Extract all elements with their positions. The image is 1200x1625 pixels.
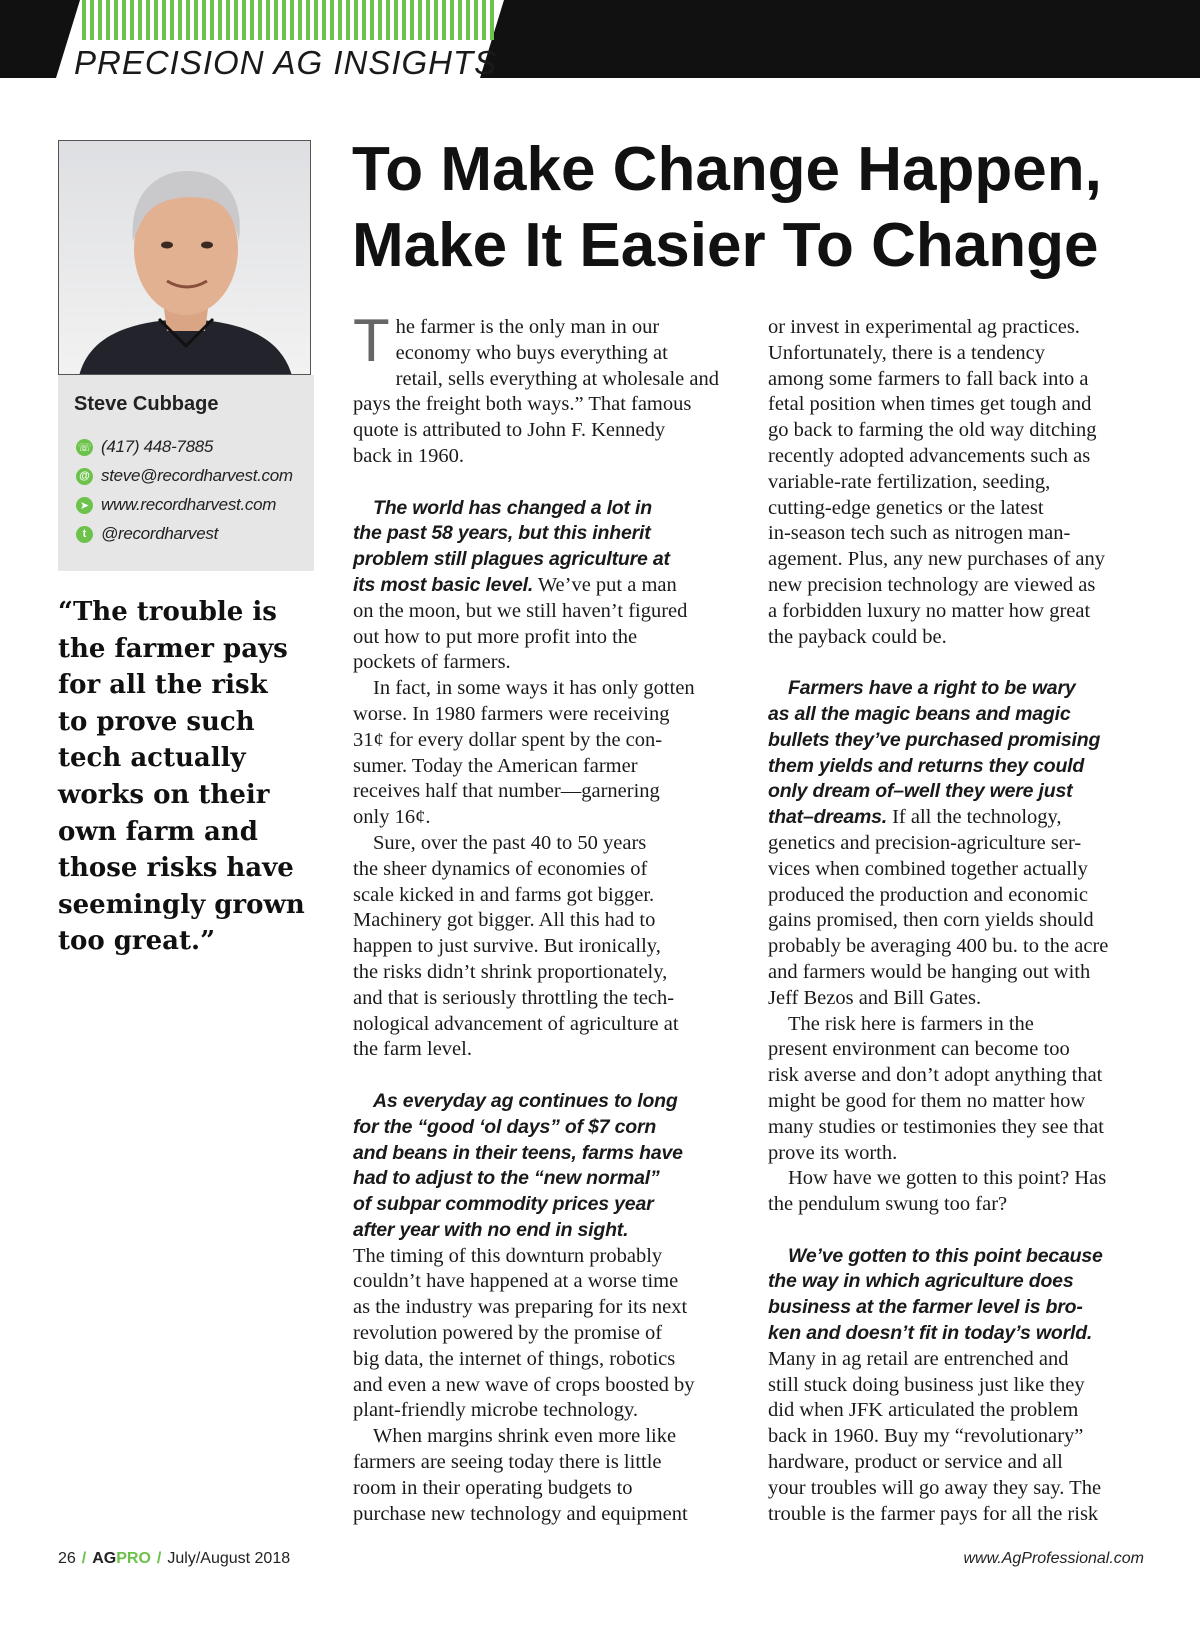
body-line: [768, 1450, 1146, 1476]
footer-separator: /: [81, 1550, 87, 1567]
contact-email-row[interactable]: [76, 466, 293, 486]
body-line: [353, 1089, 731, 1115]
body-text: Jeff Bezos and Bill Gates.: [768, 986, 982, 1009]
body-text: out how to put more profit into the: [353, 625, 638, 648]
author-phone: (417) 448-7885: [101, 437, 214, 456]
pull-quote-line: “The trouble is: [58, 597, 277, 627]
body-text: In fact, in some ways it has only gotten: [373, 677, 695, 700]
body-line: [768, 883, 1146, 909]
body-line: [353, 367, 731, 393]
paragraph-gap: [353, 1063, 731, 1089]
body-text: hardware, product or service and all: [768, 1451, 1063, 1474]
body-text: genetics and precision-agriculture ser-: [768, 831, 1082, 854]
body-line: [768, 676, 1146, 702]
pull-quote: [58, 594, 308, 960]
body-line: [353, 1115, 731, 1141]
lede-text: the past 58 years, but this inherit: [353, 522, 651, 545]
body-line: [768, 805, 1146, 831]
body-line: [353, 547, 731, 573]
body-text: probably be averaging 400 bu. to the acre: [768, 935, 1109, 958]
body-text: did when JFK articulated the problem: [768, 1399, 1079, 1422]
body-line: [353, 392, 731, 418]
body-text: the payback could be.: [768, 625, 947, 648]
body-line: [768, 496, 1146, 522]
article-column-2: [768, 315, 1146, 1527]
body-line: [768, 1166, 1146, 1192]
body-line: [353, 1502, 731, 1528]
body-line: [353, 1218, 731, 1244]
body-text: as the industry was preparing for its next: [353, 1296, 688, 1319]
contact-website-row[interactable]: [76, 495, 276, 515]
body-line: [353, 521, 731, 547]
body-text: prove its worth.: [768, 1141, 898, 1164]
body-line: [353, 1141, 731, 1167]
body-line: [768, 779, 1146, 805]
body-line: [353, 857, 731, 883]
body-text: the risks didn’t shrink proportionately,: [353, 960, 668, 983]
lede-text: business at the farmer level is bro-: [768, 1296, 1083, 1319]
body-text: nological advancement of agriculture at: [353, 1012, 679, 1035]
body-text: produced the production and economic: [768, 883, 1088, 906]
body-text: 31¢ for every dollar spent by the con-: [353, 728, 663, 751]
body-text: retail, sells everything at wholesale and: [395, 367, 719, 390]
body-text: and that is seriously throttling the tech-: [353, 986, 675, 1009]
body-line: [768, 1063, 1146, 1089]
pull-quote-line: own farm and: [58, 816, 258, 847]
email-icon: @: [76, 468, 93, 485]
body-text: Many in ag retail are entrenched and: [768, 1347, 1069, 1370]
body-text: quote is attributed to John F. Kennedy: [353, 419, 666, 442]
body-line: [768, 1244, 1146, 1270]
body-line: [353, 1295, 731, 1321]
body-text: back in 1960. Buy my “revolutionary”: [768, 1425, 1084, 1448]
body-line: [353, 1476, 731, 1502]
body-line: [768, 960, 1146, 986]
body-text: the pendulum swung too far?: [768, 1193, 1008, 1216]
lede-text: its most basic level.: [353, 573, 534, 596]
body-line: [768, 1476, 1146, 1502]
body-text: a forbidden luxury no matter how great: [768, 599, 1091, 622]
body-line: [768, 573, 1146, 599]
body-text: When margins shrink even more like: [373, 1425, 677, 1448]
lede-text: and beans in their teens, farms have: [353, 1141, 683, 1164]
body-text: only 16¢.: [353, 806, 431, 829]
body-text: We’ve put a man: [533, 573, 677, 596]
body-line: [353, 315, 731, 341]
body-text: new precision technology are viewed as: [768, 573, 1096, 596]
body-text: worse. In 1980 farmers were receiving: [353, 702, 670, 725]
lede-text: that–dreams.: [768, 806, 887, 829]
body-line: [768, 315, 1146, 341]
lede-text: for the “good ‘ol days” of $7 corn: [353, 1115, 657, 1138]
body-text: Sure, over the past 40 to 50 years: [373, 831, 647, 854]
body-line: [768, 367, 1146, 393]
paragraph-gap: [768, 1218, 1146, 1244]
lede-text: the way in which agriculture does: [768, 1270, 1074, 1293]
phone-icon: ☏: [76, 439, 93, 456]
footer-url[interactable]: www.AgProfessional.com: [963, 1550, 1144, 1567]
article-title-line: To Make Change Happen,: [352, 135, 1102, 204]
body-text: and farmers would be hanging out with: [768, 960, 1091, 983]
body-line: [768, 831, 1146, 857]
body-text: revolution powered by the promise of: [353, 1322, 663, 1345]
body-line: [353, 805, 731, 831]
body-text: back in 1960.: [353, 444, 465, 467]
body-text: sumer. Today the American farmer: [353, 754, 638, 777]
lede-text: The world has changed a lot in: [373, 496, 652, 519]
body-text: or invest in experimental ag practices.: [768, 316, 1080, 338]
body-text: among some farmers to fall back into a: [768, 367, 1089, 390]
body-line: [353, 754, 731, 780]
body-line: [353, 831, 731, 857]
body-text: happen to just survive. But ironically,: [353, 935, 661, 958]
body-line: [353, 960, 731, 986]
body-line: [353, 1424, 731, 1450]
lede-text: Farmers have a right to be wary: [788, 677, 1076, 700]
author-portrait-illustration: [59, 141, 311, 375]
article-title-line: Make It Easier To Change: [352, 211, 1099, 280]
body-line: [353, 1166, 731, 1192]
body-line: [353, 728, 731, 754]
body-line: [353, 908, 731, 934]
body-text: present environment can become too: [768, 1038, 1070, 1061]
body-line: [768, 1192, 1146, 1218]
body-text: room in their operating budgets to: [353, 1476, 633, 1499]
body-line: [353, 1192, 731, 1218]
body-text: and even a new wave of crops boosted by: [353, 1373, 695, 1396]
author-photo: [58, 140, 311, 375]
pull-quote-line: the farmer pays: [58, 633, 288, 664]
body-line: [353, 1037, 731, 1063]
paragraph-gap: [353, 470, 731, 496]
body-text: in-season tech such as nitrogen man-: [768, 522, 1071, 545]
body-line: [353, 496, 731, 522]
body-text: gains promised, then corn yields should: [768, 909, 1094, 932]
body-text: the sheer dynamics of economies of: [353, 857, 648, 880]
lede-text: problem still plagues agriculture at: [353, 548, 670, 571]
body-text: recently adopted advancements such as: [768, 444, 1091, 467]
body-line: [768, 625, 1146, 651]
pull-quote-line: too great.”: [58, 926, 216, 957]
stripe-decoration: [82, 0, 496, 40]
website-icon: ➤: [76, 497, 93, 514]
body-line: [768, 1141, 1146, 1167]
body-line: [353, 1347, 731, 1373]
author-website[interactable]: www.recordharvest.com: [101, 495, 277, 514]
body-line: [353, 1450, 731, 1476]
lede-text: them yields and returns they could: [768, 754, 1085, 777]
body-line: [768, 1321, 1146, 1347]
body-text: go back to farming the old way ditching: [768, 419, 1097, 442]
body-text: How have we gotten to this point? Has: [788, 1167, 1107, 1190]
body-text: he farmer is the only man in our: [395, 316, 660, 338]
pull-quote-line: those risks have: [58, 853, 294, 884]
body-line: [353, 883, 731, 909]
article-title: [352, 132, 1172, 284]
body-line: [353, 1321, 731, 1347]
body-text: risk averse and don’t adopt anything that: [768, 1064, 1103, 1087]
lede-text: We’ve gotten to this point because: [788, 1244, 1103, 1267]
body-text: farmers are seeing today there is little: [353, 1451, 662, 1474]
body-line: [768, 599, 1146, 625]
body-line: [768, 1037, 1146, 1063]
body-text: Machinery got bigger. All this had to: [353, 909, 656, 932]
body-text: agement. Plus, any new purchases of any: [768, 548, 1106, 571]
body-text: couldn’t have happened at a worse time: [353, 1270, 679, 1293]
body-line: [768, 986, 1146, 1012]
body-line: [768, 1347, 1146, 1373]
lede-text: bullets they’ve purchased promising: [768, 728, 1101, 751]
footer-separator: /: [156, 1550, 162, 1567]
body-line: [353, 341, 731, 367]
body-text: variable-rate fertilization, seeding,: [768, 470, 1051, 493]
body-text: your troubles will go away they say. The: [768, 1476, 1102, 1499]
body-text: pockets of farmers.: [353, 651, 511, 674]
body-line: [768, 341, 1146, 367]
body-text: still stuck doing business just like they: [768, 1373, 1085, 1396]
lede-text: As everyday ag continues to long: [373, 1089, 678, 1112]
issue-date: July/August 2018: [167, 1550, 291, 1567]
body-line: [768, 857, 1146, 883]
body-line: [353, 1269, 731, 1295]
body-line: [353, 1244, 731, 1270]
footer-folio: [58, 1550, 290, 1568]
body-text: receives half that number—garnering: [353, 780, 660, 803]
body-line: [768, 470, 1146, 496]
body-line: [768, 934, 1146, 960]
author-email[interactable]: steve@recordharvest.com: [101, 466, 293, 485]
body-text: big data, the internet of things, robotics: [353, 1347, 676, 1370]
pull-quote-line: for all the risk: [58, 670, 268, 701]
body-line: [353, 986, 731, 1012]
body-line: [353, 934, 731, 960]
body-line: [768, 754, 1146, 780]
body-line: [768, 1373, 1146, 1399]
article-column-1: [353, 307, 731, 1527]
lede-text: as all the magic beans and magic: [768, 702, 1071, 725]
lede-text: of subpar commodity prices year: [353, 1193, 654, 1216]
body-line: [353, 702, 731, 728]
contact-twitter-row[interactable]: [76, 524, 218, 544]
body-text: scale kicked in and farms got bigger.: [353, 883, 655, 906]
paragraph-gap: [768, 650, 1146, 676]
body-line: [353, 418, 731, 444]
body-line: [768, 1269, 1146, 1295]
lede-text: ken and doesn’t fit in today’s world.: [768, 1322, 1093, 1345]
body-line: [768, 702, 1146, 728]
pull-quote-line: tech actually: [58, 743, 246, 774]
body-line: [353, 599, 731, 625]
body-line: [768, 1502, 1146, 1528]
twitter-icon: t: [76, 526, 93, 543]
body-line: [768, 1115, 1146, 1141]
body-line: [768, 392, 1146, 418]
body-line: [768, 1295, 1146, 1321]
body-line: [353, 1398, 731, 1424]
magazine-brand: AGPRO: [92, 1550, 151, 1567]
body-text: many studies or testimonies they see that: [768, 1115, 1104, 1138]
body-line: [768, 1424, 1146, 1450]
pull-quote-line: seemingly grown: [58, 889, 305, 920]
body-text: Unfortunately, there is a tendency: [768, 341, 1046, 364]
body-line: [353, 1373, 731, 1399]
body-text: economy who buys everything at: [395, 341, 668, 364]
body-line: [353, 625, 731, 651]
body-text: pays the freight both ways.” That famous: [353, 393, 692, 416]
body-line: [353, 650, 731, 676]
body-line: [768, 444, 1146, 470]
body-line: [768, 418, 1146, 444]
body-line: [353, 779, 731, 805]
body-line: [768, 1398, 1146, 1424]
contact-phone-row: [76, 437, 213, 457]
author-name: Steve Cubbage: [74, 393, 219, 415]
section-title: PRECISION AG INSIGHTS: [74, 44, 498, 81]
body-line: [768, 728, 1146, 754]
body-text: fetal position when times get tough and: [768, 393, 1092, 416]
lede-text: had to adjust to the “new normal”: [353, 1167, 660, 1190]
body-text: plant-friendly microbe technology.: [353, 1399, 639, 1422]
body-text: vices when combined together actually: [768, 857, 1088, 880]
author-contact-panel: [58, 375, 314, 571]
body-text: If all the technology,: [886, 806, 1062, 829]
body-line: [353, 573, 731, 599]
body-line: [353, 444, 731, 470]
body-text: The risk here is farmers in the: [788, 1012, 1034, 1035]
lede-text: only dream of–well they were just: [768, 780, 1073, 803]
body-line: [768, 521, 1146, 547]
body-text: purchase new technology and equipment: [353, 1502, 688, 1525]
body-text: on the moon, but we still haven’t figured: [353, 599, 688, 622]
body-line: [768, 1089, 1146, 1115]
body-line: [768, 1012, 1146, 1038]
body-line: [353, 676, 731, 702]
body-text: might be good for them no matter how: [768, 1089, 1086, 1112]
body-line: [768, 908, 1146, 934]
author-twitter[interactable]: @recordharvest: [101, 524, 218, 543]
drop-cap: T: [353, 307, 390, 374]
body-text: cutting-edge genetics or the latest: [768, 496, 1044, 519]
pull-quote-line: works on their: [58, 779, 270, 810]
body-text: trouble is the farmer pays for all the risk: [768, 1502, 1099, 1525]
body-text: The timing of this downturn probably: [353, 1244, 663, 1267]
page-number: 26: [58, 1550, 76, 1567]
pull-quote-line: to prove such: [58, 706, 255, 737]
body-text: the farm level.: [353, 1038, 472, 1061]
body-line: [768, 547, 1146, 573]
body-line: [353, 1012, 731, 1038]
lede-text: after year with no end in sight.: [353, 1218, 629, 1241]
